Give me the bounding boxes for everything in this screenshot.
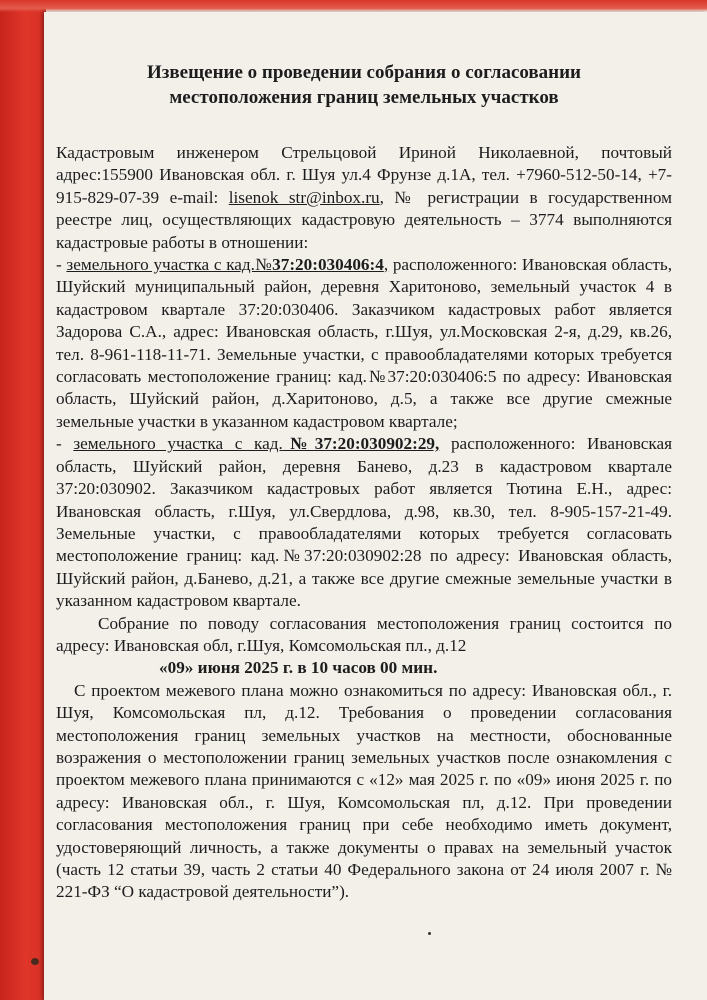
email-link[interactable]: lisenok str@inbox.ru: [228, 187, 380, 207]
meeting-date: «09» июня 2025 г. в 10 часов 00 мин: [159, 658, 434, 678]
meeting-date-dot: .: [433, 658, 438, 678]
item-2-description: расположенного: Ивановская область, Шуйский район, деревня Банево, д.23 в кадастровом квартале 37:20:030902. Заказчиком кадастровых работ является Тютина Е.Н., адрес: Ивановская область, г.Шуя, ул.Свердлова, д.98, кв.30, тел. 8-905-157-21-49. Земельные участки, с правообладателями которых требуется согласовать местоположение границ: кад.№37:20:030902:28 по адресу: Ивановская область, Шуйский район, д.Банево, д.21, а также все другие смежные земельные участки в указанном кадастровом квартале.: [56, 434, 673, 611]
item-2-parcel-label: [73, 434, 439, 453]
intro-text: Кадастровым инженером Стрельцовой Ириной Николаевной, почтовый адрес:155900 Ивановская обл. г. Шуя ул.4 Фрунзе д.1А, тел. +7960-512-50-14, +7-915-829-07-39 e-mail:: [56, 143, 672, 207]
ink-spot: [31, 958, 39, 965]
item-1-parcel-label: [66, 255, 388, 274]
item-1-label-text: земельного участка с кад.№: [66, 255, 273, 275]
dust-dot: [428, 932, 431, 935]
meeting-paragraph: Собрание по поводу согласования местоположения границ состоится по адресу: Ивановская обл, г.Шуя, Комсомольская пл., д.12: [56, 613, 672, 655]
final-paragraph: С проектом межевого плана можно ознакомиться по адресу: Ивановская обл., г. Шуя, Комсомольская пл, д.12. Требования о проведении согласования местоположения границ земельных участков на местности, обоснованные возражения о местоположении границ земельных участков после ознакомления с проектом межевого плана принимаются с «12» мая 2025 г. по «09» июня 2025 г. по адресу: Ивановская обл., г. Шуя, Комсомольская пл, д.12. При проведении согласования местоположения границ при себе необходимо иметь документ, удостоверяющий личность, а также документы о правах на земельный участок (часть 12 статьи 39, часть 2 статьи 40 Федерального закона от 24 июля 2007 г. № 221-ФЗ “О кадастровой деятельности”).: [56, 680, 672, 902]
meeting-date-line: [56, 657, 672, 679]
item-2-cadastral-number: №37:20:030902:29,: [282, 434, 440, 454]
title-line-2: местоположения границ земельных участков: [169, 87, 559, 108]
item-2-label-text: земельного участка с кад.: [73, 434, 283, 454]
intro-text-continued: , № регистрации в государственном реестре лиц, осуществляющих кадастровую деятельность – 3774 выполняются кадастровые работы в отношении:: [56, 187, 672, 252]
item-1-comma: ,: [383, 255, 389, 275]
intro-paragraph: [56, 142, 672, 254]
red-top-edge: [0, 0, 707, 12]
item-1-description: расположенного: Ивановская область, Шуйский муниципальный район, деревня Харитоново, земельный участок 4 в кадастровом квартале 37:20:030406. Заказчиком кадастровых работ является Задорова С.А., адрес: Ивановская область, г.Шуя, ул.Московская 2-я, д.29, кв.26, тел. 8-961-118-11-71. Земельные участки, с правообладателями которых требуется согласовать местоположение границ: кад.№37:20:030406:5 по адресу: Ивановская область, Шуйский район, д.Харитоново, д.5, а также все другие смежные земельные участки в указанном кадастровом квартале;: [56, 255, 673, 431]
parcel-item-1: [56, 254, 672, 433]
item-2-dash: -: [56, 434, 74, 454]
notice-title: [56, 60, 672, 110]
item-1-cadastral-number: 37:20:030406:4: [272, 255, 384, 275]
title-line-1: Извещение о проведении собрания о согласовании: [146, 62, 582, 83]
notice-content: [56, 60, 672, 904]
parcel-item-2: [56, 433, 672, 612]
item-1-dash: -: [56, 255, 67, 275]
red-cover-edge: [0, 0, 46, 1000]
